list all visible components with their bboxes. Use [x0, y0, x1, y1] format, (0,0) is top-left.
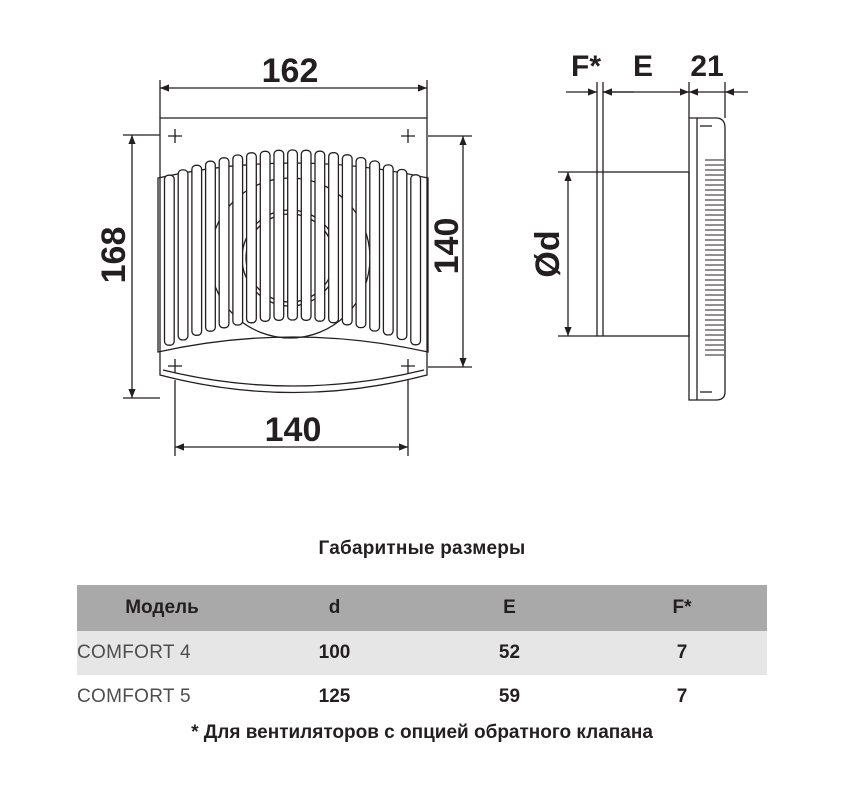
grille-bar: [383, 165, 393, 335]
table-row: [77, 631, 767, 675]
cell-d: 125: [318, 686, 351, 707]
grille-bar: [397, 170, 407, 340]
dim-label-162: 162: [261, 52, 319, 90]
header-f: F*: [597, 585, 767, 631]
dim-label-21: 21: [690, 50, 724, 83]
dim-label-f: F*: [571, 50, 601, 83]
header-model: Модель: [77, 585, 247, 631]
grille-bar: [411, 175, 421, 345]
cell-e: 52: [422, 631, 597, 675]
dim-label-140-vertical: 140: [428, 217, 466, 275]
cell-e: 59: [498, 686, 521, 707]
dim-label-140-horizontal: 140: [264, 411, 322, 449]
cell-model: COMFORT 4: [77, 631, 247, 675]
grille-bar: [219, 158, 229, 328]
grille-bar: [233, 155, 243, 325]
grille-bar: [165, 175, 175, 345]
grille-bar: [178, 170, 188, 340]
grille-bar: [288, 150, 298, 320]
dimensions-table: [77, 585, 767, 719]
grille-bar: [192, 165, 202, 335]
table-row: [77, 675, 767, 719]
front-view: [158, 118, 428, 393]
side-view: [597, 118, 725, 400]
grille-bar: [260, 151, 270, 321]
table-header-row: [77, 585, 767, 631]
dim-label-diameter: Ød: [529, 230, 567, 278]
grille-bar: [329, 153, 339, 323]
spigot-body: [597, 172, 689, 336]
grille-bar: [356, 158, 366, 328]
grille-bar: [342, 155, 352, 325]
grille-bar: [370, 161, 380, 331]
grille-bar: [247, 153, 257, 323]
grille-bar: [206, 161, 216, 331]
front-panel-bottom-curve: [163, 370, 424, 386]
cell-d: 100: [247, 631, 422, 675]
header-d: d: [247, 585, 422, 631]
grille-bars: [165, 150, 421, 345]
section-title: Габаритные размеры: [318, 538, 526, 559]
footnote: * Для вентиляторов с опцией обратного клапана: [191, 722, 653, 743]
grille-bar: [274, 150, 284, 320]
header-e: E: [422, 585, 597, 631]
dim-label-e: E: [632, 50, 654, 83]
dim-label-168: 168: [95, 226, 133, 284]
cell-model: COMFORT 5: [77, 686, 191, 707]
side-ribs: [705, 160, 724, 355]
side-dimensions: [558, 82, 748, 336]
cell-f: 7: [676, 686, 688, 707]
grille-bar: [315, 151, 325, 321]
grille-bar: [301, 150, 311, 320]
cell-f: 7: [597, 631, 767, 675]
